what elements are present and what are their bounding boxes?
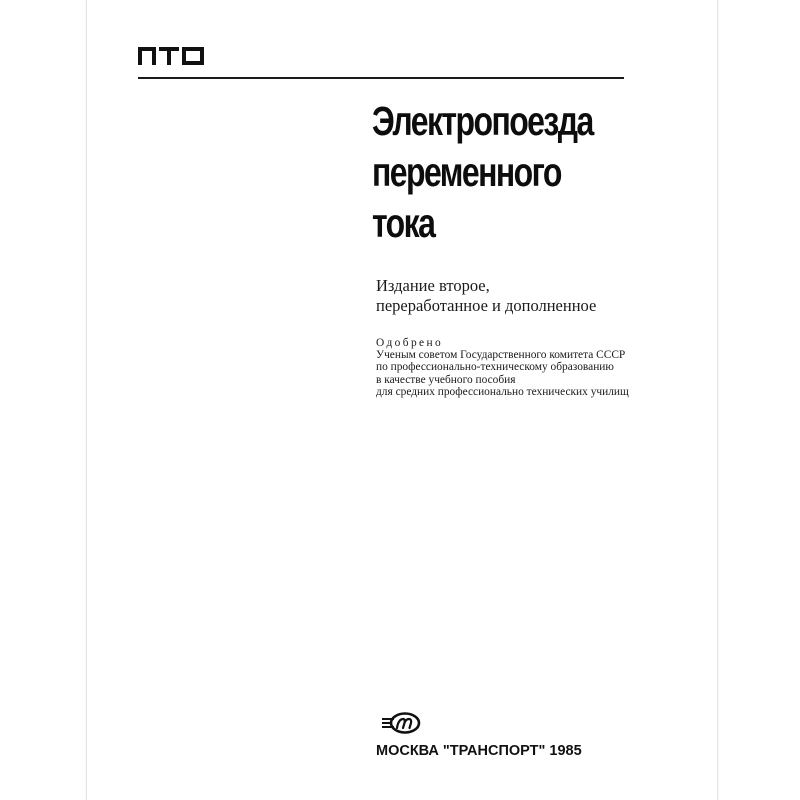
- approval-block: [376, 337, 629, 398]
- approval-line: Ученым советом Государственного комитета СССР: [376, 349, 626, 362]
- title-line: тока: [372, 200, 435, 246]
- title-line: переменного: [372, 149, 561, 195]
- book-title: [372, 96, 593, 249]
- approval-line: в качестве учебного пособия: [376, 373, 516, 386]
- approval-heading: Одобрено: [376, 337, 444, 349]
- series-logo-icon: [138, 44, 206, 66]
- transport-publisher-logo-icon: [381, 712, 421, 734]
- edition-line: Издание второе,: [376, 276, 490, 295]
- approval-line: для средних профессионально технических училищ: [376, 385, 629, 398]
- publisher-imprint: МОСКВА "ТРАНСПОРТ" 1985: [376, 743, 582, 759]
- approval-line: по профессионально-техническому образованию: [376, 361, 614, 374]
- header-rule: [138, 77, 624, 79]
- edition-info: [376, 276, 596, 316]
- title-line: Электропоезда: [372, 98, 593, 144]
- edition-line: переработанное и дополненное: [376, 296, 597, 315]
